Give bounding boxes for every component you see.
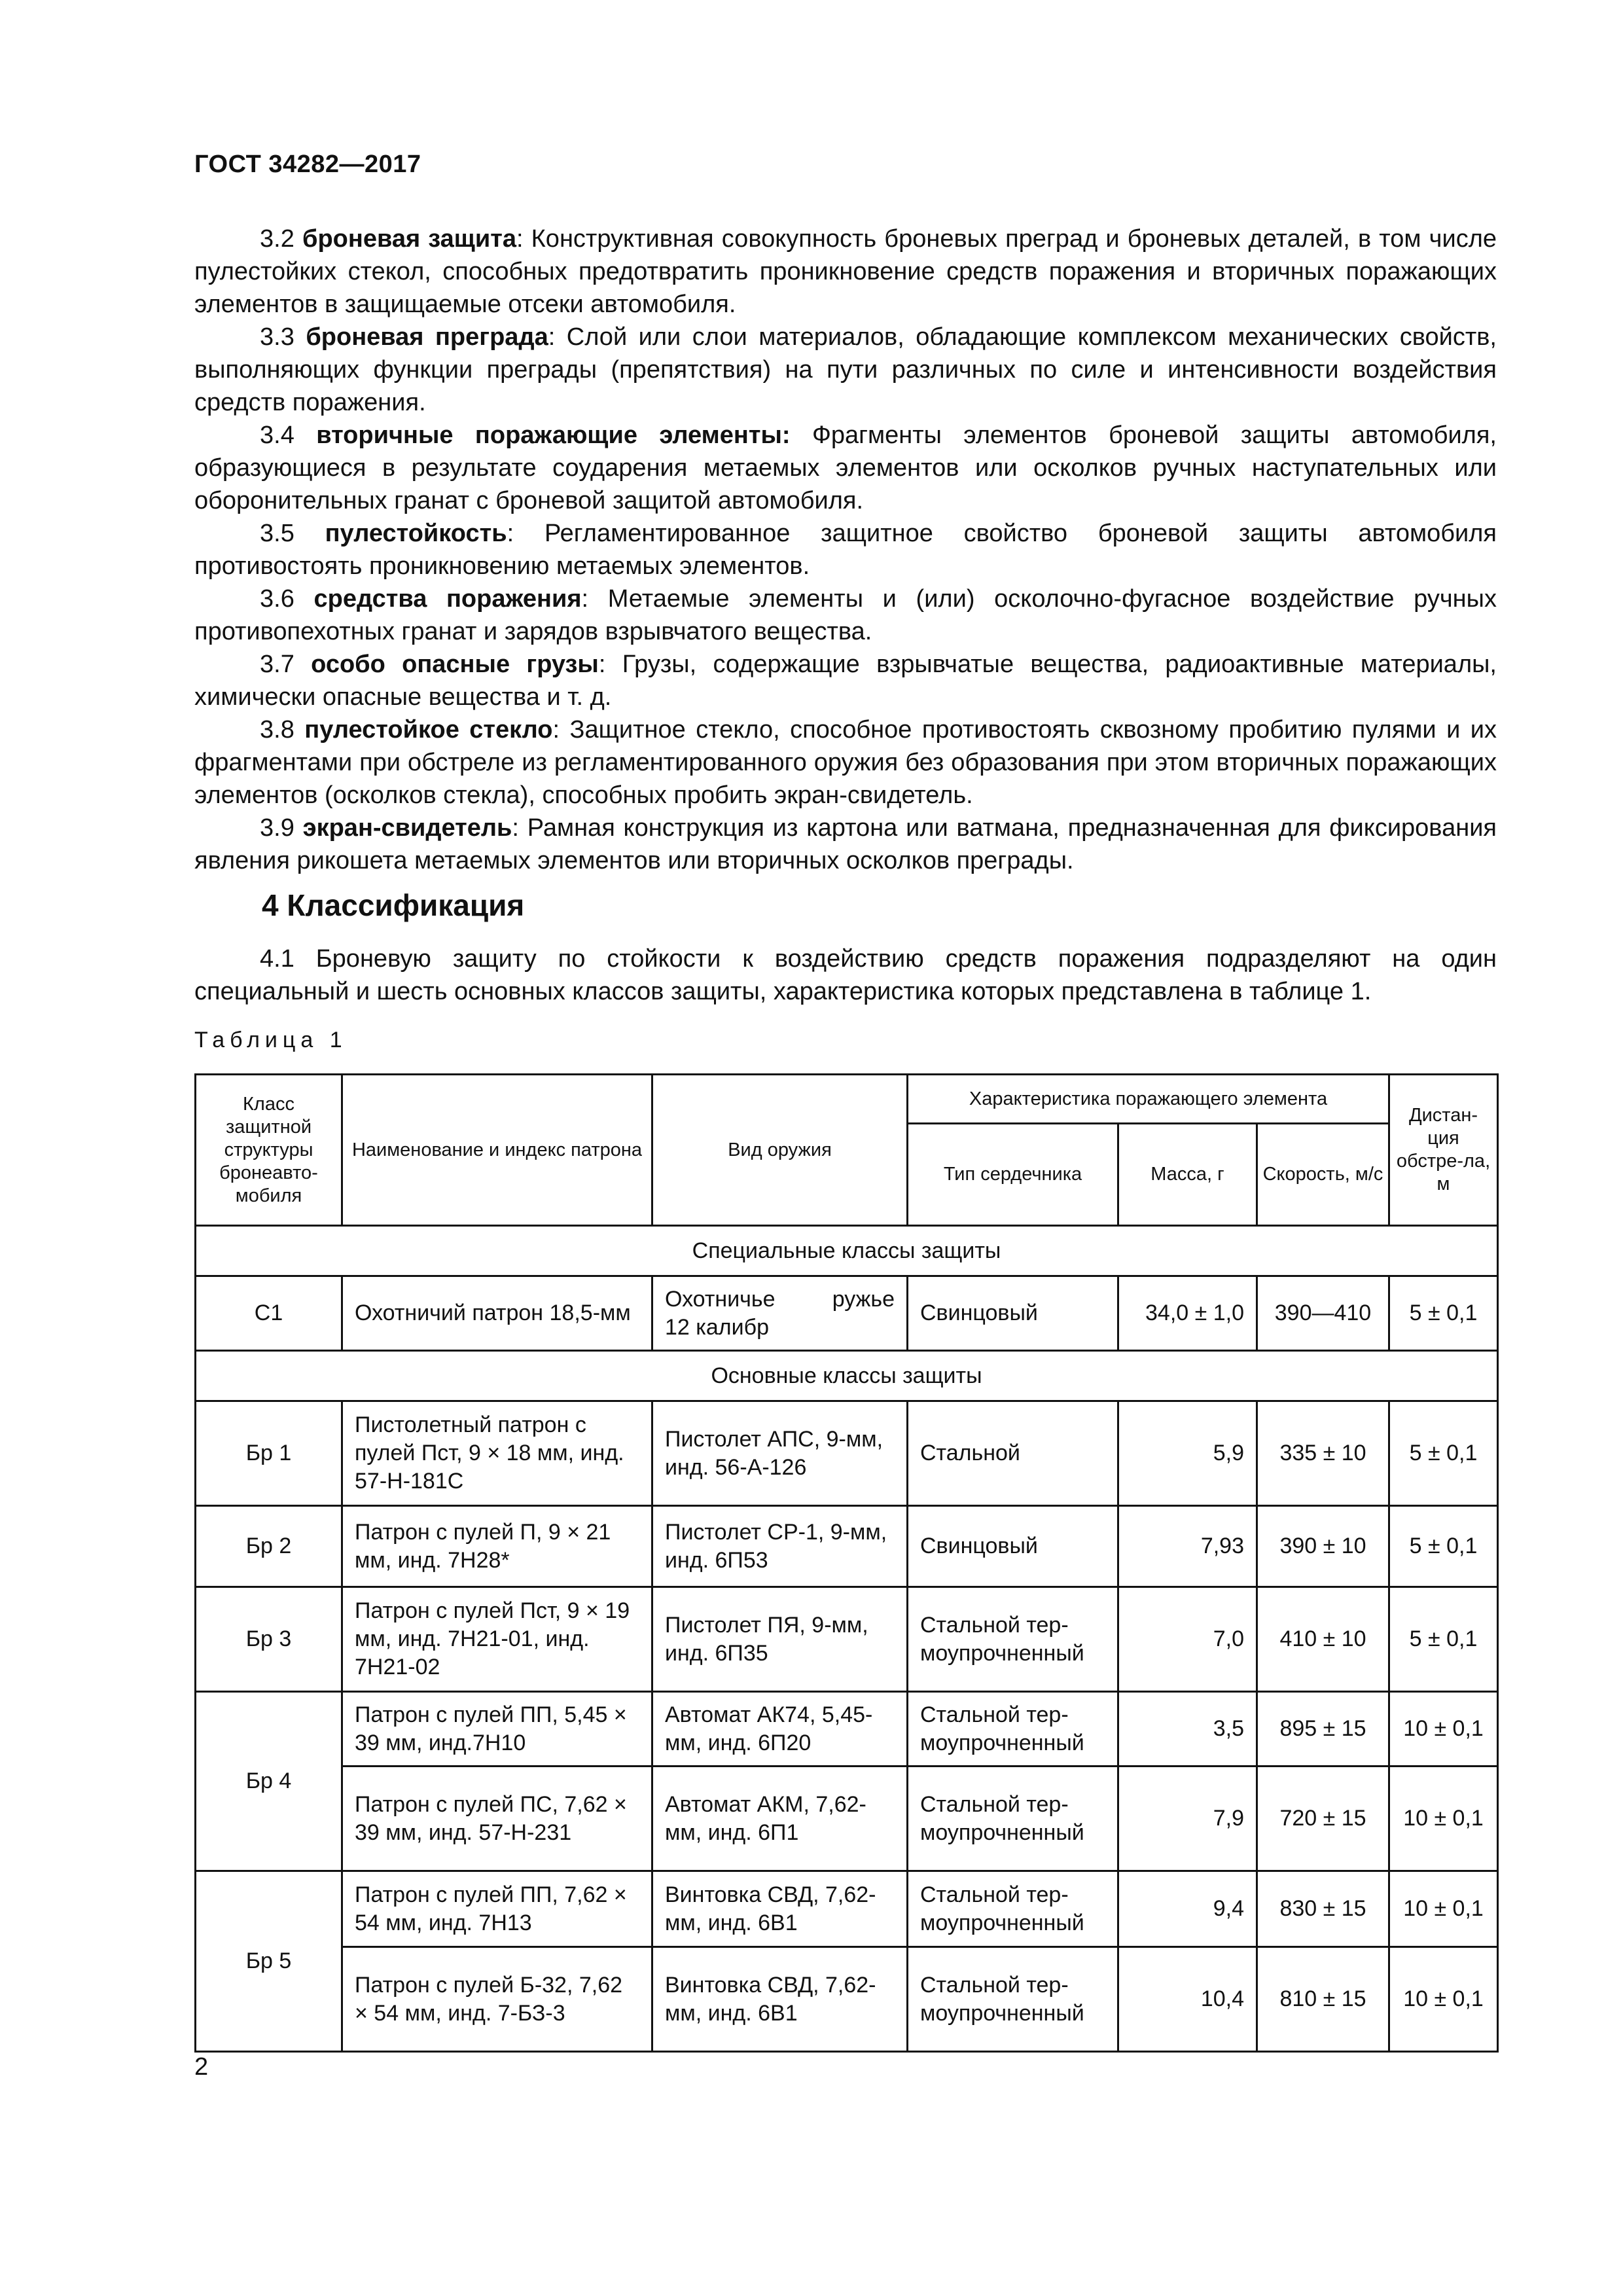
cell-speed: 390 ± 10	[1257, 1506, 1389, 1587]
definition-3-5	[194, 517, 1497, 583]
definition-3-9	[194, 812, 1497, 877]
table-section-row	[196, 1226, 1498, 1276]
cell-class: Бр 4	[196, 1692, 342, 1871]
cell-core: Стальной	[908, 1401, 1118, 1506]
cell-cartridge: Патрон с пулей ПП, 7,62 × 54 мм, инд. 7Н13	[342, 1871, 652, 1947]
definition-3-6	[194, 583, 1497, 648]
cell-cartridge: Патрон с пулей ПС, 7,62 × 39 мм, инд. 57-Н-231	[342, 1767, 652, 1871]
definition-text: Регламентированное защитное свойство броневой защиты автомобиля противостоять проникновению метаемых элементов.	[194, 520, 1497, 580]
cell-distance: 10 ± 0,1	[1389, 1947, 1498, 2052]
definition-3-7	[194, 648, 1497, 713]
table-row	[196, 1506, 1498, 1587]
definition-text: Конструктивная совокупность броневых преград и броневых деталей, в том числе пулестойких стекол, способных предотвратить проникновение средств поражения и вторичных поражающих элементов в защищаемые отсеки автомобиля.	[194, 225, 1497, 318]
definition-number: 3.2	[260, 225, 294, 253]
cell-core: Стальной тер-моупрочненный	[908, 1692, 1118, 1767]
cell-speed: 830 ± 15	[1257, 1871, 1389, 1947]
cell-distance: 5 ± 0,1	[1389, 1506, 1498, 1587]
definition-separator: :	[548, 323, 556, 351]
cell-mass: 34,0 ± 1,0	[1118, 1276, 1257, 1351]
cell-core: Стальной тер-моупрочненный	[908, 1767, 1118, 1871]
table-caption: Таблица 1	[194, 1028, 348, 1052]
cell-weapon: Автомат АК74, 5,45-мм, инд. 6П20	[652, 1692, 908, 1767]
definition-3-3	[194, 321, 1497, 419]
cell-speed: 720 ± 15	[1257, 1767, 1389, 1871]
cell-weapon: Пистолет СР-1, 9-мм, инд. 6П53	[652, 1506, 908, 1587]
cell-mass: 9,4	[1118, 1871, 1257, 1947]
cell-speed: 895 ± 15	[1257, 1692, 1389, 1767]
weapon-line: 12 калибр	[665, 1314, 770, 1340]
header-speed: Скорость, м/с	[1257, 1124, 1389, 1226]
cell-distance: 5 ± 0,1	[1389, 1276, 1498, 1351]
weapon-word: Охотничье	[665, 1286, 776, 1312]
cell-weapon	[652, 1276, 908, 1351]
cell-class: С1	[196, 1276, 342, 1351]
cell-mass: 7,93	[1118, 1506, 1257, 1587]
cell-cartridge: Патрон с пулей Пст, 9 × 19 мм, инд. 7Н21-01, инд. 7Н21-02	[342, 1587, 652, 1692]
document-standard-number: ГОСТ 34282—2017	[194, 151, 421, 178]
cell-core: Стальной тер-моупрочненный	[908, 1871, 1118, 1947]
table-row	[196, 1767, 1498, 1871]
cell-mass: 7,0	[1118, 1587, 1257, 1692]
table-section-row	[196, 1351, 1498, 1401]
cell-class: Бр 1	[196, 1401, 342, 1506]
header-characteristics: Характеристика поражающего элемента	[908, 1075, 1389, 1124]
cell-mass: 10,4	[1118, 1947, 1257, 2052]
definition-number: 3.3	[260, 323, 294, 351]
section-special-label: Специальные классы защиты	[196, 1226, 1498, 1276]
weapon-justified-line	[665, 1285, 895, 1314]
definition-separator: :	[598, 651, 606, 678]
definition-number: 3.9	[260, 814, 294, 842]
cell-speed: 390—410	[1257, 1276, 1389, 1351]
cell-class: Бр 2	[196, 1506, 342, 1587]
cell-distance: 10 ± 0,1	[1389, 1871, 1498, 1947]
cell-class: Бр 5	[196, 1871, 342, 2052]
cell-weapon: Пистолет АПС, 9-мм, инд. 56-А-126	[652, 1401, 908, 1506]
cell-cartridge: Пистолетный патрон с пулей Пст, 9 × 18 мм, инд. 57-Н-181С	[342, 1401, 652, 1506]
header-distance: Дистан-ция обстре-ла, м	[1389, 1075, 1498, 1226]
table-row	[196, 1871, 1498, 1947]
cell-speed: 810 ± 15	[1257, 1947, 1389, 2052]
header-mass: Масса, г	[1118, 1124, 1257, 1226]
cell-mass: 3,5	[1118, 1692, 1257, 1767]
definition-separator: :	[581, 585, 589, 613]
cell-distance: 10 ± 0,1	[1389, 1767, 1498, 1871]
cell-core: Свинцовый	[908, 1506, 1118, 1587]
definition-term: броневая преграда	[306, 323, 548, 351]
definition-text: Защитное стекло, способное противостоять сквозному пробитию пулями и их фрагментами при обстреле из регламентированного оружия без образования при этом вторичных поражающих элементов (осколков стекла), способных пробить экран-свидетель.	[194, 716, 1497, 809]
header-core: Тип сердечника	[908, 1124, 1118, 1226]
definition-term: вторичные поражающие элементы:	[316, 422, 791, 449]
cell-cartridge: Патрон с пулей П, 9 × 21 мм, инд. 7Н28*	[342, 1506, 652, 1587]
definition-separator: :	[507, 520, 514, 547]
cell-mass: 7,9	[1118, 1767, 1257, 1871]
table-row	[196, 1587, 1498, 1692]
cell-weapon: Пистолет ПЯ, 9-мм, инд. 6П35	[652, 1587, 908, 1692]
cell-cartridge: Патрон с пулей Б-32, 7,62 × 54 мм, инд. 7-БЗ-3	[342, 1947, 652, 2052]
definition-text: Метаемые элементы и (или) осколочно-фугасное воздействие ручных противопехотных гранат и зарядов взрывчатого вещества.	[194, 585, 1497, 645]
paragraph-4-1: 4.1 Броневую защиту по стойкости к воздействию средств поражения подразделяют на один специальный и шесть основных классов защиты, характеристика которых представлена в таблице 1.	[194, 945, 1497, 1005]
definition-number: 3.8	[260, 716, 294, 744]
definition-number: 3.6	[260, 585, 294, 613]
section-main-label: Основные классы защиты	[196, 1351, 1498, 1401]
cell-mass: 5,9	[1118, 1401, 1257, 1506]
definition-text: Рамная конструкция из картона или ватмана, предназначенная для фиксирования явления рикошета метаемых элементов или вторичных осколков преграды.	[194, 814, 1497, 874]
table-row	[196, 1947, 1498, 2052]
definition-separator: :	[552, 716, 560, 744]
page-number: 2	[194, 2053, 209, 2081]
definition-text: Слой или слои материалов, обладающие комплексом механических свойств, выполняющих функции преграды (препятствия) на пути различных по силе и интенсивности воздействия средств поражения.	[194, 323, 1497, 416]
cell-weapon: Винтовка СВД, 7,62-мм, инд. 6В1	[652, 1871, 908, 1947]
classification-table	[194, 1073, 1499, 2053]
cell-distance: 5 ± 0,1	[1389, 1401, 1498, 1506]
definition-number: 3.5	[260, 520, 294, 547]
definition-separator: :	[516, 225, 524, 253]
definition-number: 3.7	[260, 651, 294, 678]
cell-cartridge: Охотничий патрон 18,5-мм	[342, 1276, 652, 1351]
definition-term: средства поражения	[313, 585, 582, 613]
header-class: Класс защитной структуры бронеавто-мобиля	[196, 1075, 342, 1226]
cell-distance: 5 ± 0,1	[1389, 1587, 1498, 1692]
cell-weapon: Автомат АКМ, 7,62-мм, инд. 6П1	[652, 1767, 908, 1871]
table-row	[196, 1276, 1498, 1351]
header-cartridge: Наименование и индекс патрона	[342, 1075, 652, 1226]
definition-text: Грузы, содержащие взрывчатые вещества, радиоактивные материалы, химически опасные вещества и т. д.	[194, 651, 1497, 711]
definition-3-4	[194, 419, 1497, 517]
cell-weapon: Винтовка СВД, 7,62-мм, инд. 6В1	[652, 1947, 908, 2052]
definition-term: особо опасные грузы	[311, 651, 599, 678]
definition-separator: :	[512, 814, 519, 842]
definition-text: Фрагменты элементов броневой защиты автомобиля, образующиеся в результате соударения метаемых элементов или осколков ручных наступательных или оборонительных гранат с броневой защитой автомобиля.	[194, 422, 1497, 514]
definition-number: 3.4	[260, 422, 294, 449]
cell-core: Свинцовый	[908, 1276, 1118, 1351]
table-row	[196, 1692, 1498, 1767]
header-weapon: Вид оружия	[652, 1075, 908, 1226]
table-header-row	[196, 1075, 1498, 1124]
definition-term: пулестойкое стекло	[304, 716, 553, 744]
cell-cartridge: Патрон с пулей ПП, 5,45 × 39 мм, инд.7Н10	[342, 1692, 652, 1767]
definition-term: броневая защита	[302, 225, 516, 253]
definition-3-2	[194, 223, 1497, 321]
weapon-word: ружье	[832, 1286, 895, 1312]
cell-core: Стальной тер-моупрочненный	[908, 1587, 1118, 1692]
section-heading: 4 Классификация	[262, 888, 525, 922]
definition-3-8	[194, 713, 1497, 812]
cell-class: Бр 3	[196, 1587, 342, 1692]
cell-distance: 10 ± 0,1	[1389, 1692, 1498, 1767]
cell-speed: 335 ± 10	[1257, 1401, 1389, 1506]
definition-term: экран-свидетель	[302, 814, 512, 842]
definitions-list	[194, 223, 1497, 877]
table-row	[196, 1401, 1498, 1506]
cell-core: Стальной тер-моупрочненный	[908, 1947, 1118, 2052]
definition-term: пулестойкость	[325, 520, 507, 547]
cell-speed: 410 ± 10	[1257, 1587, 1389, 1692]
